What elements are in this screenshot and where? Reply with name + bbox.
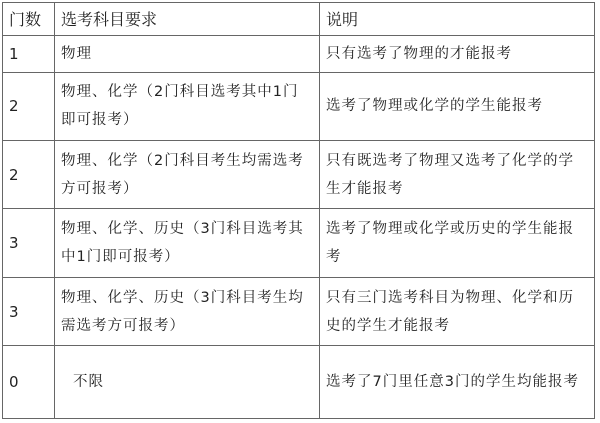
requirement-cell: 物理 — [55, 35, 320, 72]
table-row — [3, 72, 595, 140]
requirement-cell: 物理、化学、历史（3门科目考生均需选考方可报考） — [55, 277, 320, 345]
requirement-cell: 不限 — [55, 346, 320, 419]
description-cell: 只有选考了物理的才能报考 — [320, 35, 595, 72]
subject-count-cell: 2 — [3, 72, 55, 140]
table-header-row — [3, 3, 595, 36]
requirement-cell: 物理、化学、历史（3门科目选考其中1门即可报考） — [55, 209, 320, 277]
description-cell: 选考了物理或化学或历史的学生能报考 — [320, 209, 595, 277]
header-description: 说明 — [320, 3, 595, 36]
table-row — [3, 209, 595, 277]
description-cell: 选考了7门里任意3门的学生均能报考 — [320, 346, 595, 419]
table-row — [3, 140, 595, 208]
description-cell: 选考了物理或化学的学生能报考 — [320, 72, 595, 140]
description-cell: 只有既选考了物理又选考了化学的学生才能报考 — [320, 140, 595, 208]
requirement-cell: 物理、化学（2门科目选考其中1门即可报考） — [55, 72, 320, 140]
subject-count-cell: 3 — [3, 209, 55, 277]
subject-count-cell: 0 — [3, 346, 55, 419]
subject-count-cell: 1 — [3, 35, 55, 72]
subject-requirements-table — [2, 2, 595, 419]
table-row — [3, 346, 595, 419]
header-subject-requirement: 选考科目要求 — [55, 3, 320, 36]
description-cell: 只有三门选考科目为物理、化学和历史的学生才能报考 — [320, 277, 595, 345]
header-subject-count: 门数 — [3, 3, 55, 36]
subject-count-cell: 2 — [3, 140, 55, 208]
table-row — [3, 35, 595, 72]
subject-count-cell: 3 — [3, 277, 55, 345]
table-row — [3, 277, 595, 345]
requirement-cell: 物理、化学（2门科目考生均需选考方可报考） — [55, 140, 320, 208]
